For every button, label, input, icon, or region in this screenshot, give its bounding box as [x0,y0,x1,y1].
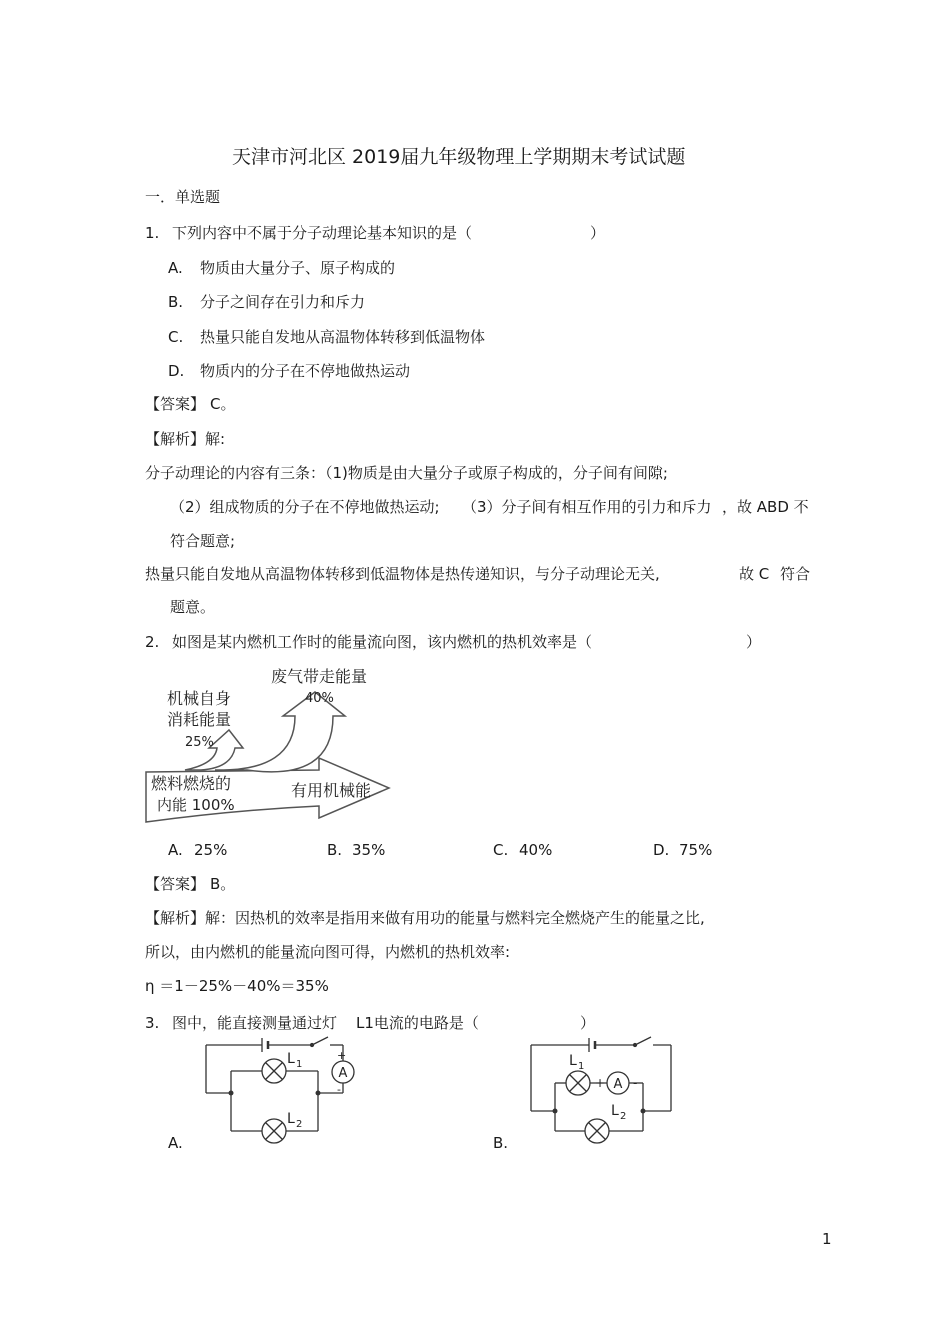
switch [635,1037,651,1045]
q3-close-paren: ） [580,1014,596,1032]
q2-close-paren: ） [746,633,762,651]
q1-option-b-label: B. [168,293,184,311]
ammeter-label: A [613,1077,623,1092]
ammeter-plus: + [595,1076,606,1090]
l2-subscript: 2 [296,1119,303,1130]
q1-number: 1. [145,224,160,242]
q2-option-b-label: B. [327,841,343,859]
l1-label: L [569,1053,577,1069]
q1-option-a-label: A. [168,259,183,277]
q2-number: 2. [145,633,160,651]
q1-option-d-text: 物质内的分子在不停地做热运动 [200,362,411,380]
q2-option-c-text: 40% [519,841,553,859]
waste-label: 废气带走能量 [271,667,368,686]
energy-flow-diagram [145,664,395,829]
q3-option-a-label: A. [168,1134,183,1152]
ammeter-minus: - [337,1083,341,1096]
q3-number: 3. [145,1014,160,1032]
q1-option-d-label: D. [168,362,185,380]
useful-label: 有用机械能 [291,781,372,800]
q2-option-d-text: 75% [679,841,713,859]
page-title: 天津市河北区 2019届九年级物理上学期期末考试试题 [232,146,686,168]
circuit-a-diagram [200,1035,360,1145]
mech-label-line2: 消耗能量 [167,710,232,729]
q2-formula: η ＝1－25%－40%＝35% [145,977,329,995]
q3-stem-b: L1电流的电路是（ [356,1014,479,1032]
waste-pct: 40% [305,691,334,706]
q1-answer-tag: 【答案】 [145,395,206,413]
q1-option-c-label: C. [168,328,184,346]
q3-stem-a: 图中，能直接测量通过灯 [172,1014,338,1032]
mech-pct: 25% [185,735,214,750]
ammeter-plus: + [337,1049,347,1062]
q1-analysis-tag: 【解析】解: [145,430,226,448]
q1-close-paren: ） [590,224,606,242]
l1-label: L [287,1051,295,1067]
section-heading: 一．单选题 [145,188,221,206]
q1-analysis-line: 符合题意; [170,532,236,550]
q2-analysis: 【解析】解：因热机的效率是指用来做有用功的能量与燃料完全燃烧产生的能量之比, [145,909,705,927]
q2-option-c-label: C. [493,841,509,859]
q2-analysis-line2: 所以，由内燃机的能量流向图可得，内燃机的热机效率: [145,943,511,961]
l2-subscript: 2 [620,1111,627,1122]
l1-subscript: 1 [578,1061,585,1072]
circuit-b-diagram [525,1035,705,1145]
ammeter-minus: - [633,1076,638,1090]
page-number: 1 [822,1230,832,1248]
q1-analysis-line: ，故 ABD 不 [722,498,809,516]
q2-option-b-text: 35% [352,841,386,859]
fuel-label-line2: 内能 100% [157,796,235,814]
q1-stem: 下列内容中不属于分子动理论基本知识的是（ [172,224,473,242]
q2-option-a-text: 25% [194,841,228,859]
q1-analysis-line: 题意。 [170,598,216,616]
q1-analysis-line: 热量只能自发地从高温物体转移到低温物体是热传递知识，与分子动理论无关, [145,565,660,583]
switch [312,1037,328,1045]
q1-analysis-line: 分子动理论的内容有三条：（1)物质是由大量分子或原子构成的，分子间有间隙; [145,464,668,482]
q2-answer-tag: 【答案】 [145,875,206,893]
l2-label: L [287,1111,295,1127]
q2-stem: 如图是某内燃机工作时的能量流向图，该内燃机的热机效率是（ [172,633,593,651]
q1-analysis-line: 符合 [780,565,811,583]
q1-option-a-text: 物质由大量分子、原子构成的 [200,259,396,277]
l1-subscript: 1 [296,1059,303,1070]
q1-analysis-line: 故 C [739,565,770,583]
q1-answer: C。 [210,395,236,413]
mech-label-line1: 机械自身 [167,689,232,708]
q2-option-a-label: A. [168,841,183,859]
fuel-label-line1: 燃料燃烧的 [151,774,232,793]
q1-option-b-text: 分子之间存在引力和斥力 [200,293,366,311]
q2-answer: B。 [210,875,236,893]
l2-label: L [611,1103,619,1119]
q1-analysis-line: （2）组成物质的分子在不停地做热运动; [170,498,440,516]
q1-analysis-line: （3）分子间有相互作用的引力和斥力 [462,498,712,516]
q1-option-c-text: 热量只能自发地从高温物体转移到低温物体 [200,328,486,346]
ammeter-label: A [338,1066,348,1081]
q3-option-b-label: B. [493,1134,509,1152]
q2-option-d-label: D. [653,841,670,859]
